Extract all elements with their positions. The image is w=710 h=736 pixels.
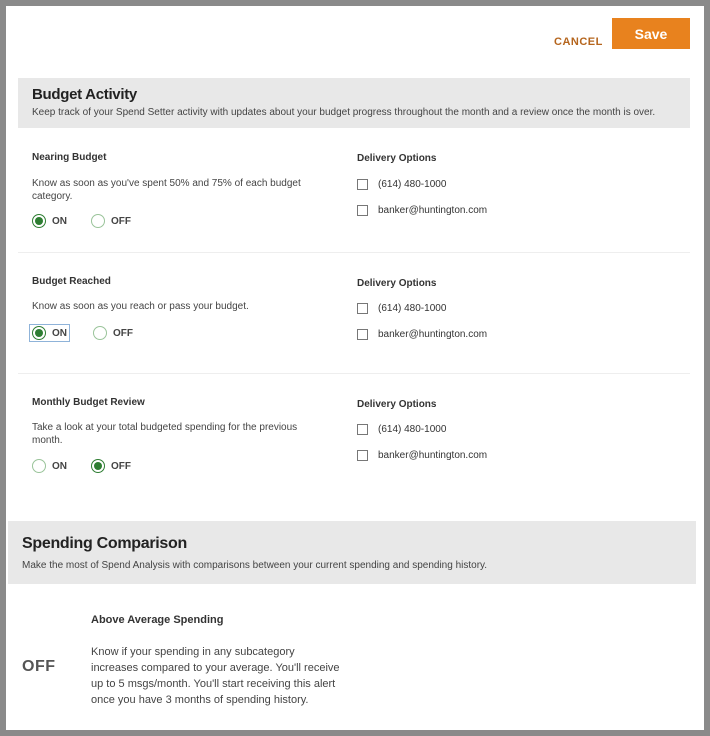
checkbox-icon <box>357 303 368 314</box>
divider <box>18 373 690 374</box>
radio-label: OFF <box>111 215 131 227</box>
delivery-options-title: Delivery Options <box>357 278 437 289</box>
radio-label: OFF <box>111 460 131 472</box>
save-button[interactable]: Save <box>612 18 690 49</box>
delivery-email-checkbox[interactable] <box>357 329 487 340</box>
on-radio[interactable] <box>32 214 67 228</box>
off-radio[interactable] <box>93 325 133 341</box>
alert-status-toggle[interactable]: OFF <box>22 658 56 675</box>
budget-activity-header <box>18 78 690 128</box>
alert-title: Nearing Budget <box>32 152 107 163</box>
alert-description: Know as soon as you've spent 50% and 75% of each budget category. <box>32 178 301 202</box>
checkbox-icon <box>357 329 368 340</box>
alert-title: Monthly Budget Review <box>32 397 145 408</box>
settings-panel <box>6 6 704 730</box>
radio-unchecked-icon <box>32 459 46 473</box>
alert-description: Know if your spending in any subcategory increases compared to your average. You'll receive up to 5 msgs/month. You'll start receiving this alert once you have 3 months of spending history. <box>91 646 340 706</box>
delivery-label: banker@huntington.com <box>378 329 488 340</box>
alert-nearing-budget <box>18 146 690 254</box>
radio-label: ON <box>52 327 67 339</box>
off-radio[interactable] <box>91 214 131 228</box>
delivery-phone-checkbox[interactable] <box>357 424 446 435</box>
on-off-toggle <box>32 459 155 473</box>
on-radio[interactable] <box>32 459 67 473</box>
cancel-button[interactable]: CANCEL <box>554 36 603 48</box>
on-off-toggle <box>30 325 157 341</box>
alert-monthly-budget-review <box>18 391 690 501</box>
checkbox-icon <box>357 205 368 216</box>
radio-unchecked-icon <box>93 326 107 340</box>
delivery-label: (614) 480-1000 <box>378 303 447 314</box>
radio-label: OFF <box>113 327 133 339</box>
delivery-label: (614) 480-1000 <box>378 179 447 190</box>
delivery-phone-checkbox[interactable] <box>357 303 446 314</box>
section-title: Budget Activity <box>32 86 137 103</box>
alert-description: Take a look at your total budgeted spending for the previous month. <box>32 422 298 446</box>
on-radio[interactable] <box>30 325 69 341</box>
radio-checked-icon <box>91 459 105 473</box>
section-description: Keep track of your Spend Setter activity with updates about your budget progress throughout the month and a review once the month is over. <box>32 107 656 118</box>
on-off-toggle <box>32 214 155 228</box>
delivery-label: (614) 480-1000 <box>378 424 447 435</box>
radio-label: ON <box>52 215 67 227</box>
section-description: Make the most of Spend Analysis with comparisons between your current spending and spending history. <box>22 560 488 571</box>
radio-unchecked-icon <box>91 214 105 228</box>
delivery-phone-checkbox[interactable] <box>357 179 446 190</box>
radio-checked-icon <box>32 214 46 228</box>
delivery-label: banker@huntington.com <box>378 205 488 216</box>
divider <box>18 252 690 253</box>
checkbox-icon <box>357 424 368 435</box>
checkbox-icon <box>357 179 368 190</box>
section-title: Spending Comparison <box>22 535 187 552</box>
radio-checked-icon <box>32 326 46 340</box>
alert-title: Above Average Spending <box>91 614 224 626</box>
off-radio[interactable] <box>91 459 131 473</box>
alert-description: Know as soon as you reach or pass your budget. <box>32 301 249 312</box>
delivery-options-title: Delivery Options <box>357 399 437 410</box>
delivery-label: banker@huntington.com <box>378 450 488 461</box>
delivery-options-title: Delivery Options <box>357 153 437 164</box>
checkbox-icon <box>357 450 368 461</box>
delivery-email-checkbox[interactable] <box>357 450 487 461</box>
spending-comparison-header <box>8 521 696 584</box>
alert-budget-reached <box>18 270 690 374</box>
radio-label: ON <box>52 460 67 472</box>
alert-title: Budget Reached <box>32 276 111 287</box>
delivery-email-checkbox[interactable] <box>357 205 487 216</box>
